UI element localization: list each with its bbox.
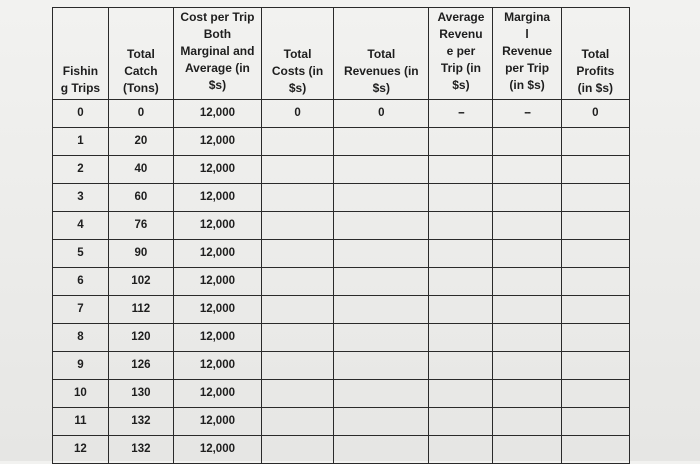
cell-cost-per-trip: 12,000 <box>173 156 261 184</box>
cell-total-revenues <box>334 408 429 436</box>
cell-total-profits <box>561 408 629 436</box>
cell-cost-per-trip: 12,000 <box>173 352 261 380</box>
table-row <box>53 100 630 128</box>
cell-cost-per-trip: 12,000 <box>173 128 261 156</box>
cell-average-revenue <box>429 436 493 464</box>
cell-cost-per-trip: 12,000 <box>173 268 261 296</box>
cell-cost-per-trip: 12,000 <box>173 184 261 212</box>
cell-total-profits <box>561 436 629 464</box>
table-body <box>53 100 630 464</box>
cell-total-catch: 126 <box>108 352 173 380</box>
fishing-table-sheet <box>52 7 630 455</box>
cell-fishing-trips: 10 <box>53 380 109 408</box>
cell-total-costs <box>261 240 333 268</box>
table-row <box>53 240 630 268</box>
cell-total-catch: 76 <box>108 212 173 240</box>
cell-average-revenue <box>429 408 493 436</box>
cell-fishing-trips: 0 <box>53 100 109 128</box>
cell-marginal-revenue <box>493 212 561 240</box>
cell-fishing-trips: 9 <box>53 352 109 380</box>
column-header-cost-per-trip: Cost per Trip Both Marginal and Average (in $s) <box>173 8 261 100</box>
cell-fishing-trips: 4 <box>53 212 109 240</box>
table-row <box>53 436 630 464</box>
table-row <box>53 352 630 380</box>
cell-total-catch: 102 <box>108 268 173 296</box>
cell-marginal-revenue <box>493 268 561 296</box>
cell-marginal-revenue <box>493 380 561 408</box>
table-row <box>53 212 630 240</box>
cell-fishing-trips: 3 <box>53 184 109 212</box>
cell-total-profits <box>561 184 629 212</box>
cell-average-revenue <box>429 296 493 324</box>
table-header-row <box>53 8 630 100</box>
cell-total-costs <box>261 296 333 324</box>
cell-total-revenues <box>334 184 429 212</box>
cell-total-revenues <box>334 268 429 296</box>
cell-average-revenue <box>429 268 493 296</box>
cell-total-catch: 132 <box>108 408 173 436</box>
cell-total-revenues <box>334 436 429 464</box>
cell-total-profits <box>561 240 629 268</box>
cell-total-revenues <box>334 240 429 268</box>
cell-average-revenue <box>429 128 493 156</box>
cell-fishing-trips: 6 <box>53 268 109 296</box>
cell-total-profits <box>561 212 629 240</box>
table-row <box>53 184 630 212</box>
cell-fishing-trips: 7 <box>53 296 109 324</box>
cell-total-profits <box>561 296 629 324</box>
cell-total-profits <box>561 352 629 380</box>
cell-total-revenues <box>334 212 429 240</box>
cell-total-catch: 40 <box>108 156 173 184</box>
cell-fishing-trips: 8 <box>53 324 109 352</box>
cell-total-revenues <box>334 352 429 380</box>
cell-total-costs <box>261 352 333 380</box>
cell-marginal-revenue <box>493 296 561 324</box>
cell-total-costs: 0 <box>261 100 333 128</box>
cell-total-costs <box>261 436 333 464</box>
cell-average-revenue: -- <box>429 100 493 128</box>
table-row <box>53 268 630 296</box>
cell-total-catch: 20 <box>108 128 173 156</box>
cell-total-catch: 132 <box>108 436 173 464</box>
table-row <box>53 296 630 324</box>
cell-total-costs <box>261 380 333 408</box>
cell-total-profits <box>561 268 629 296</box>
cell-cost-per-trip: 12,000 <box>173 408 261 436</box>
cell-marginal-revenue <box>493 128 561 156</box>
cell-total-revenues <box>334 128 429 156</box>
cell-average-revenue <box>429 324 493 352</box>
cell-total-catch: 130 <box>108 380 173 408</box>
cell-cost-per-trip: 12,000 <box>173 212 261 240</box>
table-row <box>53 156 630 184</box>
table-row <box>53 380 630 408</box>
cell-marginal-revenue <box>493 408 561 436</box>
cell-marginal-revenue <box>493 184 561 212</box>
cell-total-profits <box>561 324 629 352</box>
cell-average-revenue <box>429 380 493 408</box>
cell-fishing-trips: 11 <box>53 408 109 436</box>
cell-total-profits <box>561 380 629 408</box>
fishing-economics-table <box>52 7 630 464</box>
cell-average-revenue <box>429 156 493 184</box>
cell-total-profits <box>561 156 629 184</box>
cell-marginal-revenue <box>493 240 561 268</box>
cell-total-revenues <box>334 156 429 184</box>
column-header-fishing-trips: Fishin g Trips <box>53 8 109 100</box>
cell-total-catch: 120 <box>108 324 173 352</box>
cell-total-catch: 90 <box>108 240 173 268</box>
cell-fishing-trips: 1 <box>53 128 109 156</box>
cell-cost-per-trip: 12,000 <box>173 296 261 324</box>
cell-marginal-revenue <box>493 156 561 184</box>
table-row <box>53 324 630 352</box>
cell-total-costs <box>261 324 333 352</box>
cell-total-revenues <box>334 296 429 324</box>
table-row <box>53 408 630 436</box>
cell-marginal-revenue <box>493 352 561 380</box>
cell-average-revenue <box>429 184 493 212</box>
cell-total-revenues: 0 <box>334 100 429 128</box>
column-header-total-costs: Total Costs (in $s) <box>261 8 333 100</box>
cell-total-costs <box>261 128 333 156</box>
column-header-total-catch: Total Catch (Tons) <box>108 8 173 100</box>
cell-total-costs <box>261 156 333 184</box>
cell-total-revenues <box>334 324 429 352</box>
cell-cost-per-trip: 12,000 <box>173 436 261 464</box>
cell-marginal-revenue: -- <box>493 100 561 128</box>
column-header-total-revenues: Total Revenues (in $s) <box>334 8 429 100</box>
cell-fishing-trips: 5 <box>53 240 109 268</box>
cell-total-profits: 0 <box>561 100 629 128</box>
cell-fishing-trips: 12 <box>53 436 109 464</box>
cell-total-catch: 112 <box>108 296 173 324</box>
cell-average-revenue <box>429 240 493 268</box>
cell-total-costs <box>261 212 333 240</box>
cell-average-revenue <box>429 352 493 380</box>
column-header-total-profits: Total Profits (in $s) <box>561 8 629 100</box>
cell-marginal-revenue <box>493 436 561 464</box>
cell-total-profits <box>561 128 629 156</box>
table-row <box>53 128 630 156</box>
cell-total-revenues <box>334 380 429 408</box>
cell-total-catch: 60 <box>108 184 173 212</box>
column-header-average-revenue: Average Revenu e per Trip (in $s) <box>429 8 493 100</box>
cell-fishing-trips: 2 <box>53 156 109 184</box>
cell-total-costs <box>261 184 333 212</box>
cell-cost-per-trip: 12,000 <box>173 380 261 408</box>
column-header-marginal-revenue: Margina l Revenue per Trip (in $s) <box>493 8 561 100</box>
cell-cost-per-trip: 12,000 <box>173 100 261 128</box>
cell-cost-per-trip: 12,000 <box>173 324 261 352</box>
cell-marginal-revenue <box>493 324 561 352</box>
cell-total-costs <box>261 268 333 296</box>
cell-total-catch: 0 <box>108 100 173 128</box>
cell-total-costs <box>261 408 333 436</box>
cell-cost-per-trip: 12,000 <box>173 240 261 268</box>
cell-average-revenue <box>429 212 493 240</box>
